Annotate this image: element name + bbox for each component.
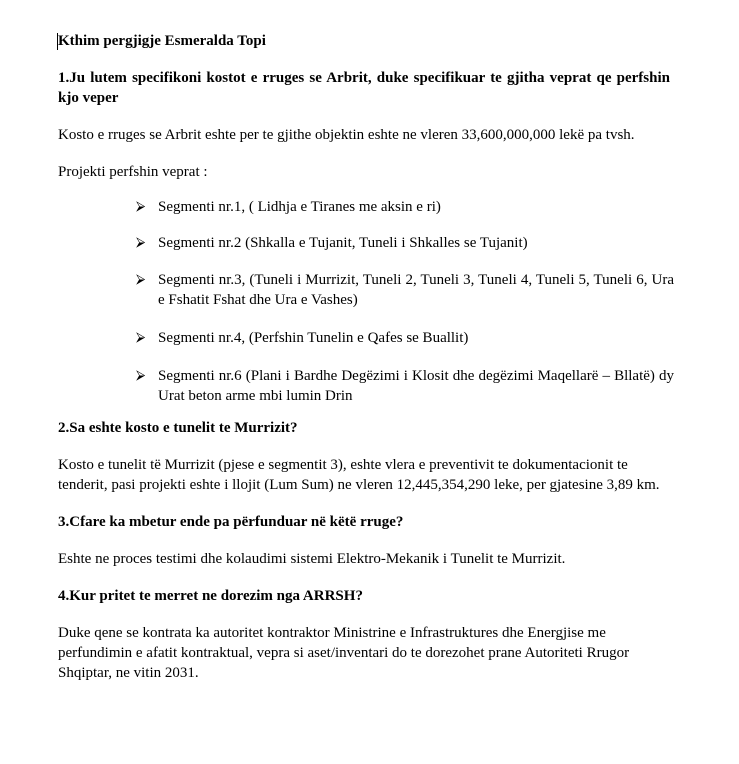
text-cursor <box>57 33 58 50</box>
document-page <box>58 31 674 683</box>
answer-2: Kosto e tunelit të Murrizit (pjese e segmentit 3), eshte vlera e preventivit te dokumentacionit te tenderit, pasi projekti eshte i llojit (Lum Sum) ne vleren 12,445,354,290 leke, per gjatesine 3,89 km. <box>58 457 660 493</box>
list-item-text: Segmenti nr.2 (Shkalla e Tujanit, Tuneli i Shkalles se Tujanit) <box>158 235 528 251</box>
projects-intro: Projekti perfshin veprat : <box>58 164 208 180</box>
question-1: 1.Ju lutem specifikoni kostot e rruges se Arbrit, duke specifikuar te gjitha veprat qe perfshin kjo veper <box>58 70 670 106</box>
list-item <box>58 270 674 310</box>
list-item-text: Segmenti nr.3, (Tuneli i Murrizit, Tuneli 2, Tuneli 3, Tuneli 4, Tuneli 5, Tuneli 6, Ura e Fshatit Fshat dhe Ura e Vashes) <box>158 272 674 308</box>
list-item <box>58 233 674 253</box>
answer-1: Kosto e rruges se Arbrit eshte per te gjithe objektin eshte ne vleren 33,600,000,000 lekë pa tvsh. <box>58 127 635 143</box>
arrow-bullet-icon: ⮚ <box>136 199 146 214</box>
question-3: 3.Cfare ka mbetur ende pa përfunduar në këtë rruge? <box>58 514 404 530</box>
projects-list <box>58 197 674 406</box>
list-item-text: Segmenti nr.4, (Perfshin Tunelin e Qafes se Buallit) <box>158 330 469 346</box>
list-item-text: Segmenti nr.1, ( Lidhja e Tiranes me aksin e ri) <box>158 199 441 215</box>
answer-4: Duke qene se kontrata ka autoritet kontraktor Ministrine e Infrastruktures dhe Energjise me perfundimin e afatit kontraktual, vepra si aset/inventari do te dorezohet prane Autoriteti Rrugor Shqiptar, ne vitin 2031. <box>58 625 630 681</box>
list-item <box>58 328 674 348</box>
list-item <box>58 366 674 406</box>
answer-3: Eshte ne proces testimi dhe kolaudimi sistemi Elektro-Mekanik i Tunelit te Murrizit. <box>58 551 566 567</box>
document-title <box>58 31 674 51</box>
list-item <box>58 197 674 217</box>
arrow-bullet-icon: ⮚ <box>136 272 146 287</box>
list-item-text: Segmenti nr.6 (Plani i Bardhe Degëzimi i Klosit dhe degëzimi Maqellarë – Bllatë) dy Urat beton arme mbi lumin Drin <box>158 368 674 404</box>
question-4: 4.Kur pritet te merret ne dorezim nga ARRSH? <box>58 588 363 604</box>
arrow-bullet-icon: ⮚ <box>136 330 146 345</box>
arrow-bullet-icon: ⮚ <box>136 235 146 250</box>
question-2: 2.Sa eshte kosto e tunelit te Murrizit? <box>58 420 298 436</box>
title-text: Kthim pergjigje Esmeralda Topi <box>58 33 266 49</box>
arrow-bullet-icon: ⮚ <box>136 368 146 383</box>
